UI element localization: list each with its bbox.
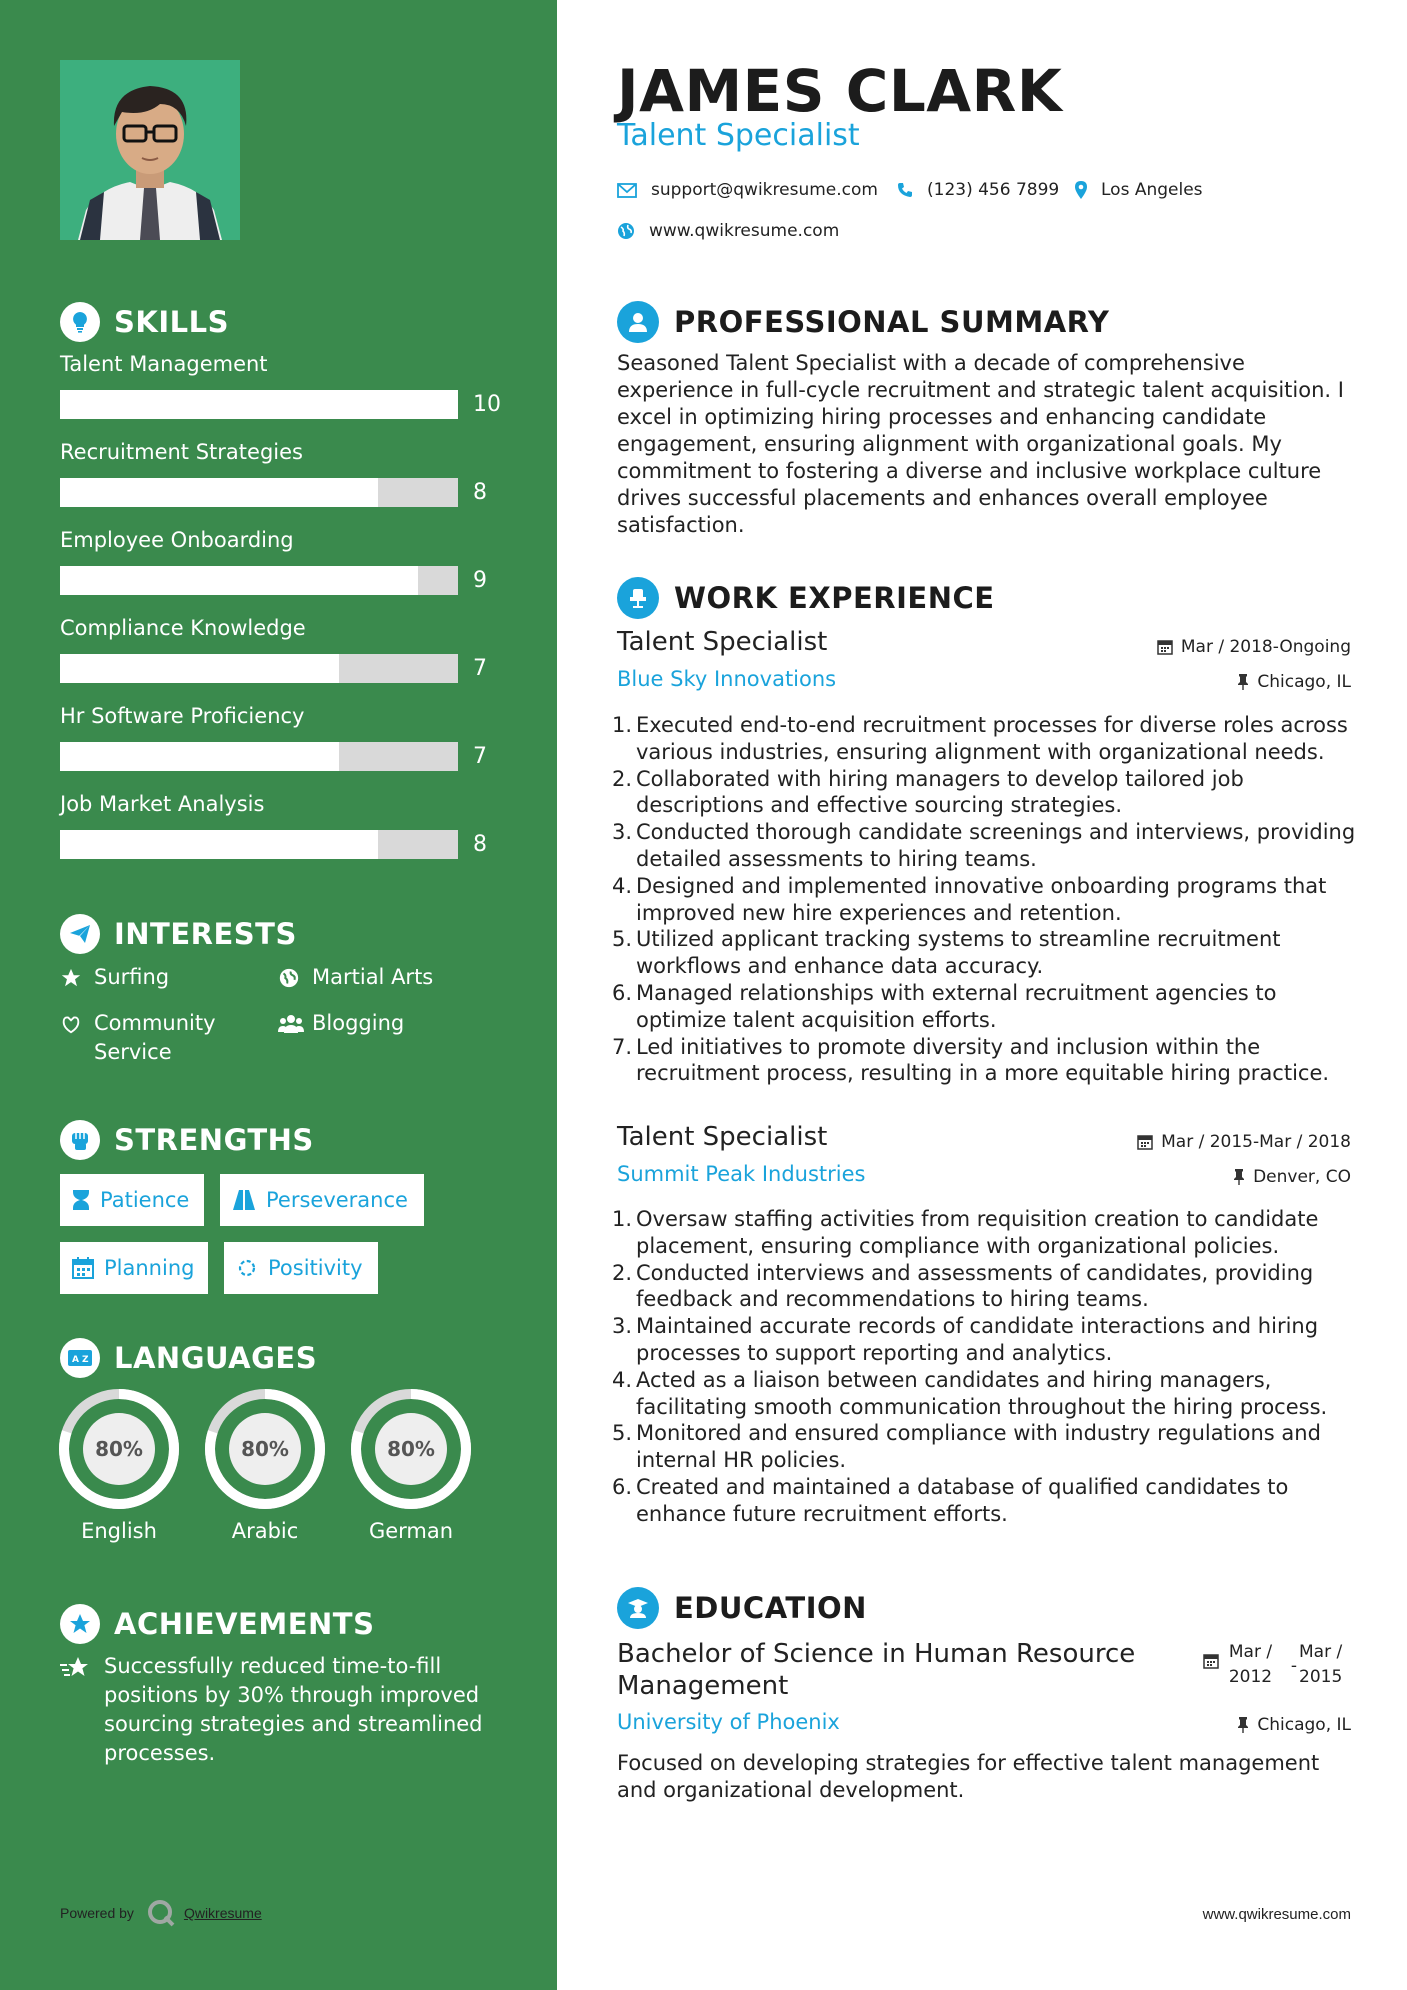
location-text: Los Angeles bbox=[1101, 180, 1203, 200]
briefcase-icon bbox=[617, 577, 659, 619]
duty-item: 3. Conducted thorough candidate screenings and interviews, providing detailed assessments to hiring teams. bbox=[611, 820, 1356, 871]
skill-name: Employee Onboarding bbox=[60, 528, 294, 552]
education-school: University of Phoenix bbox=[617, 1710, 840, 1734]
strength-badge bbox=[224, 1242, 378, 1294]
strengths-header bbox=[60, 1120, 500, 1160]
pushpin-icon bbox=[1237, 674, 1249, 690]
paper-plane-icon bbox=[60, 914, 100, 954]
profile-photo bbox=[60, 60, 240, 240]
contact-email[interactable] bbox=[617, 180, 878, 200]
language-percent: 80% bbox=[95, 1437, 143, 1461]
strengths-section bbox=[60, 1120, 500, 1160]
job-dates-text: Mar / 2015-Mar / 2018 bbox=[1161, 1132, 1351, 1152]
education-description: Focused on developing strategies for effective talent management and organizational development. bbox=[617, 1751, 1320, 1802]
duty-item: 3. Maintained accurate records of candidate interactions and hiring processes to support reporting and analytics. bbox=[617, 1313, 1357, 1367]
skill-name: Compliance Knowledge bbox=[60, 616, 306, 640]
globe-icon bbox=[617, 222, 635, 240]
duty-text: Conducted interviews and assessments of candidates, providing feedback and recommendations to hiring teams. bbox=[636, 1260, 1314, 1312]
strengths-title: STRENGTHS bbox=[114, 1123, 314, 1157]
duty-item: 6. Created and maintained a database of qualified candidates to enhance future recruitment efforts. bbox=[617, 1474, 1357, 1528]
achievements-header bbox=[60, 1604, 500, 1644]
language-progress-ring bbox=[349, 1387, 473, 1511]
summary-title: PROFESSIONAL SUMMARY bbox=[674, 305, 1110, 339]
duty-text: Maintained accurate records of candidate interactions and hiring processes to support reporting and analytics. bbox=[636, 1314, 1319, 1365]
languages-header bbox=[60, 1338, 500, 1378]
strength-label: Perseverance bbox=[266, 1188, 408, 1212]
job-company: Summit Peak Industries bbox=[617, 1162, 866, 1186]
job-duties-list bbox=[611, 712, 1357, 1087]
duty-item: 4. Acted as a liaison between candidates and hiring managers, facilitating smooth communication throughout the hiring process. bbox=[617, 1367, 1357, 1421]
job-title: Talent Specialist bbox=[617, 627, 828, 657]
contact-phone[interactable] bbox=[897, 180, 1059, 200]
duty-item: 7. Led initiatives to promote diversity and inclusion within the recruitment process, resulting in a more equitable hiring practice. bbox=[617, 1034, 1357, 1088]
star-badge-icon bbox=[60, 1604, 100, 1644]
envelope-icon bbox=[617, 183, 637, 198]
user-icon bbox=[617, 301, 659, 343]
interests-header bbox=[60, 914, 500, 954]
skill-item bbox=[60, 528, 500, 606]
graduate-icon bbox=[617, 1587, 659, 1629]
summary-header bbox=[617, 301, 1109, 343]
achievement-item bbox=[60, 1652, 490, 1768]
qwikresume-logo-icon bbox=[146, 1898, 176, 1928]
skill-name: Talent Management bbox=[60, 352, 268, 376]
skill-item bbox=[60, 704, 500, 782]
experience-header bbox=[617, 577, 995, 619]
education-end: Mar / 2015 bbox=[1299, 1642, 1343, 1687]
skill-value: 7 bbox=[473, 744, 487, 769]
job-location bbox=[1233, 1167, 1351, 1187]
hourglass-icon bbox=[72, 1189, 90, 1211]
website-text: www.qwikresume.com bbox=[649, 221, 840, 241]
language-percent: 80% bbox=[241, 1437, 289, 1461]
road-icon bbox=[232, 1190, 256, 1210]
duty-text: Created and maintained a database of qualified candidates to enhance future recruitment efforts. bbox=[636, 1474, 1289, 1526]
skill-value: 8 bbox=[473, 832, 487, 857]
translate-icon bbox=[60, 1338, 100, 1378]
duty-text: Managed relationships with external recruitment agencies to optimize talent acquisition efforts. bbox=[636, 980, 1277, 1032]
achievements-section bbox=[60, 1604, 500, 1644]
skill-value: 7 bbox=[473, 656, 487, 681]
users-icon bbox=[278, 1009, 304, 1038]
powered-by-label: Powered by bbox=[60, 1905, 134, 1921]
skill-name: Job Market Analysis bbox=[60, 792, 265, 816]
calendar-icon bbox=[1137, 1134, 1153, 1150]
calendar-icon bbox=[72, 1257, 94, 1279]
duty-text: Utilized applicant tracking systems to streamline recruitment workflows and enhance data accuracy. bbox=[636, 927, 1281, 979]
duty-item: 1. Oversaw staffing activities from requisition creation to candidate placement, ensuring compliance with organizational policies. bbox=[617, 1206, 1357, 1260]
duty-text: Collaborated with hiring managers to develop tailored job descriptions and effective sourcing strategies. bbox=[636, 766, 1244, 818]
svg-text:A: A bbox=[72, 1355, 79, 1365]
duty-item: 5. Monitored and ensured compliance with industry regulations and internal HR policies. bbox=[617, 1420, 1357, 1474]
skill-value: 10 bbox=[473, 392, 501, 417]
skill-item bbox=[60, 792, 500, 870]
duty-item: 4. Designed and implemented innovative onboarding programs that improved new hire experiences and retention. bbox=[617, 873, 1357, 927]
skill-bar-fill bbox=[60, 390, 458, 419]
qwikresume-link[interactable]: Qwikresume bbox=[183, 1905, 262, 1921]
language-name: German bbox=[368, 1519, 454, 1543]
interests-title: INTERESTS bbox=[114, 917, 297, 951]
main-content bbox=[557, 0, 1407, 1990]
skill-bar-fill bbox=[60, 478, 378, 507]
skill-item bbox=[60, 352, 500, 430]
fist-icon bbox=[60, 1120, 100, 1160]
heart-hand-icon bbox=[60, 1009, 86, 1038]
skill-bar bbox=[60, 654, 458, 683]
duty-text: Acted as a liaison between candidates and hiring managers, facilitating smooth communication throughout the hiring process. bbox=[636, 1367, 1328, 1419]
summary-text: Seasoned Talent Specialist with a decade of comprehensive experience in full-cycle recruitment and strategic talent acquisition. I excel in optimizing hiring processes and enhancing candidate engagement, ensuring alignment with organizational goals. My commitment to fostering a diverse and inclusive workplace culture drives successful placements and enhances overall employee satisfaction. bbox=[617, 351, 1344, 537]
skill-bar-fill bbox=[60, 566, 418, 595]
strength-label: Planning bbox=[104, 1256, 195, 1280]
interest-item bbox=[278, 1009, 404, 1038]
education-dates bbox=[1203, 1640, 1351, 1690]
language-progress-ring bbox=[57, 1387, 181, 1511]
language-percent: 80% bbox=[387, 1437, 435, 1461]
languages-title: LANGUAGES bbox=[114, 1341, 318, 1375]
achievements-title: ACHIEVEMENTS bbox=[114, 1607, 375, 1641]
footer-url[interactable]: www.qwikresume.com bbox=[1202, 1906, 1351, 1923]
skill-value: 8 bbox=[473, 480, 487, 505]
job-dates-text: Mar / 2018-Ongoing bbox=[1180, 637, 1351, 657]
sun-icon bbox=[236, 1257, 258, 1279]
pushpin-icon bbox=[1233, 1169, 1245, 1185]
language-name: Arabic bbox=[231, 1519, 299, 1543]
job-dates bbox=[1157, 637, 1351, 657]
duty-text: Monitored and ensured compliance with industry regulations and internal HR policies. bbox=[636, 1421, 1321, 1473]
interest-item bbox=[278, 963, 433, 992]
calendar-icon bbox=[1203, 1653, 1219, 1669]
strength-badge bbox=[220, 1174, 424, 1226]
duty-text: Led initiatives to promote diversity and inclusion within the recruitment process, resulting in a more equitable hiring practice. bbox=[636, 1034, 1330, 1086]
interest-label: Surfing bbox=[94, 965, 170, 989]
duty-item: 6. Managed relationships with external recruitment agencies to optimize talent acquisition efforts. bbox=[617, 980, 1357, 1034]
duty-item: 2. Conducted interviews and assessments of candidates, providing feedback and recommendations to hiring teams. bbox=[617, 1260, 1357, 1314]
pushpin-icon bbox=[1237, 1717, 1249, 1733]
person-portrait-icon bbox=[60, 60, 240, 240]
skill-item bbox=[60, 616, 500, 694]
powered-by bbox=[60, 1898, 262, 1928]
job-dates bbox=[1137, 1132, 1351, 1152]
languages-section bbox=[60, 1338, 500, 1378]
skill-bar bbox=[60, 566, 458, 595]
duty-text: Designed and implemented innovative onboarding programs that improved new hire experiences and retention. bbox=[636, 873, 1327, 925]
map-pin-icon bbox=[1075, 181, 1087, 199]
phone-icon bbox=[897, 182, 913, 198]
job-location-text: Chicago, IL bbox=[1257, 672, 1351, 692]
strength-label: Positivity bbox=[268, 1256, 363, 1280]
skill-value: 9 bbox=[473, 568, 487, 593]
education-start: Mar / 2012 bbox=[1228, 1642, 1273, 1687]
interests-section bbox=[60, 914, 500, 954]
duty-text: Executed end-to-end recruitment processes for diverse roles across various industries, ensuring alignment with organizational needs. bbox=[636, 713, 1348, 764]
experience-title: WORK EXPERIENCE bbox=[674, 581, 995, 615]
skill-name: Recruitment Strategies bbox=[60, 440, 303, 464]
lightbulb-icon bbox=[60, 302, 100, 342]
skill-name: Hr Software Proficiency bbox=[60, 704, 305, 728]
education-date-separator: - bbox=[1290, 1656, 1297, 1676]
strength-badge bbox=[60, 1242, 208, 1294]
education-degree: Bachelor of Science in Human Resource Management bbox=[617, 1639, 1136, 1701]
job-location-text: Denver, CO bbox=[1253, 1167, 1351, 1187]
skill-bar bbox=[60, 390, 458, 419]
skill-bar bbox=[60, 742, 458, 771]
language-item bbox=[203, 1387, 327, 1543]
job-duties-list bbox=[611, 1206, 1357, 1528]
star-icon bbox=[60, 1656, 92, 1768]
skill-bar-fill bbox=[60, 830, 378, 859]
language-progress-ring bbox=[203, 1387, 327, 1511]
job-title: Talent Specialist bbox=[617, 1122, 828, 1152]
language-item bbox=[349, 1387, 473, 1543]
skill-item bbox=[60, 440, 500, 518]
candidate-role: Talent Specialist bbox=[617, 118, 860, 153]
candidate-name: JAMES CLARK bbox=[617, 57, 1063, 125]
language-item bbox=[57, 1387, 181, 1543]
skills-header bbox=[60, 302, 500, 342]
education-location bbox=[1237, 1715, 1351, 1735]
language-name: English bbox=[81, 1519, 157, 1543]
sidebar bbox=[0, 0, 557, 1990]
education-title: EDUCATION bbox=[674, 1591, 867, 1625]
phone-text: (123) 456 7899 bbox=[927, 180, 1060, 200]
skills-section bbox=[60, 302, 500, 342]
email-text: support@qwikresume.com bbox=[651, 180, 878, 200]
interest-label: Community Service bbox=[94, 1011, 216, 1064]
calendar-icon bbox=[1157, 639, 1173, 655]
skill-bar bbox=[60, 478, 458, 507]
interest-label: Blogging bbox=[312, 1011, 405, 1035]
duty-text: Oversaw staffing activities from requisition creation to candidate placement, ensuring compliance with organizational policies. bbox=[636, 1207, 1319, 1258]
education-location-text: Chicago, IL bbox=[1257, 1715, 1351, 1735]
skills-title: SKILLS bbox=[114, 305, 229, 339]
interest-label: Martial Arts bbox=[312, 965, 434, 989]
strength-label: Patience bbox=[100, 1188, 190, 1212]
skill-bar-fill bbox=[60, 742, 339, 771]
duty-text: Conducted thorough candidate screenings and interviews, providing detailed assessments to hiring teams. bbox=[636, 820, 1356, 871]
strength-badge bbox=[60, 1174, 204, 1226]
interest-item bbox=[60, 963, 169, 992]
achievement-text: Successfully reduced time-to-fill positions by 30% through improved sourcing strategies and streamlined processes. bbox=[104, 1654, 483, 1765]
star-icon bbox=[60, 963, 86, 992]
duty-item: 2. Collaborated with hiring managers to develop tailored job descriptions and effective sourcing strategies. bbox=[617, 766, 1357, 820]
interest-item bbox=[60, 1009, 260, 1067]
contact-website[interactable] bbox=[617, 221, 839, 241]
contact-location bbox=[1075, 180, 1203, 200]
duty-item: 1. Executed end-to-end recruitment processes for diverse roles across various industries, ensuring alignment with organizational needs. bbox=[617, 712, 1357, 766]
skill-bar-fill bbox=[60, 654, 339, 683]
globe-icon bbox=[278, 963, 304, 992]
job-company: Blue Sky Innovations bbox=[617, 667, 837, 691]
duty-item: 5. Utilized applicant tracking systems to streamline recruitment workflows and enhance data accuracy. bbox=[617, 926, 1357, 980]
svg-text:Z: Z bbox=[82, 1355, 89, 1365]
job-location bbox=[1237, 672, 1351, 692]
education-header bbox=[617, 1587, 867, 1629]
skill-bar bbox=[60, 830, 458, 859]
